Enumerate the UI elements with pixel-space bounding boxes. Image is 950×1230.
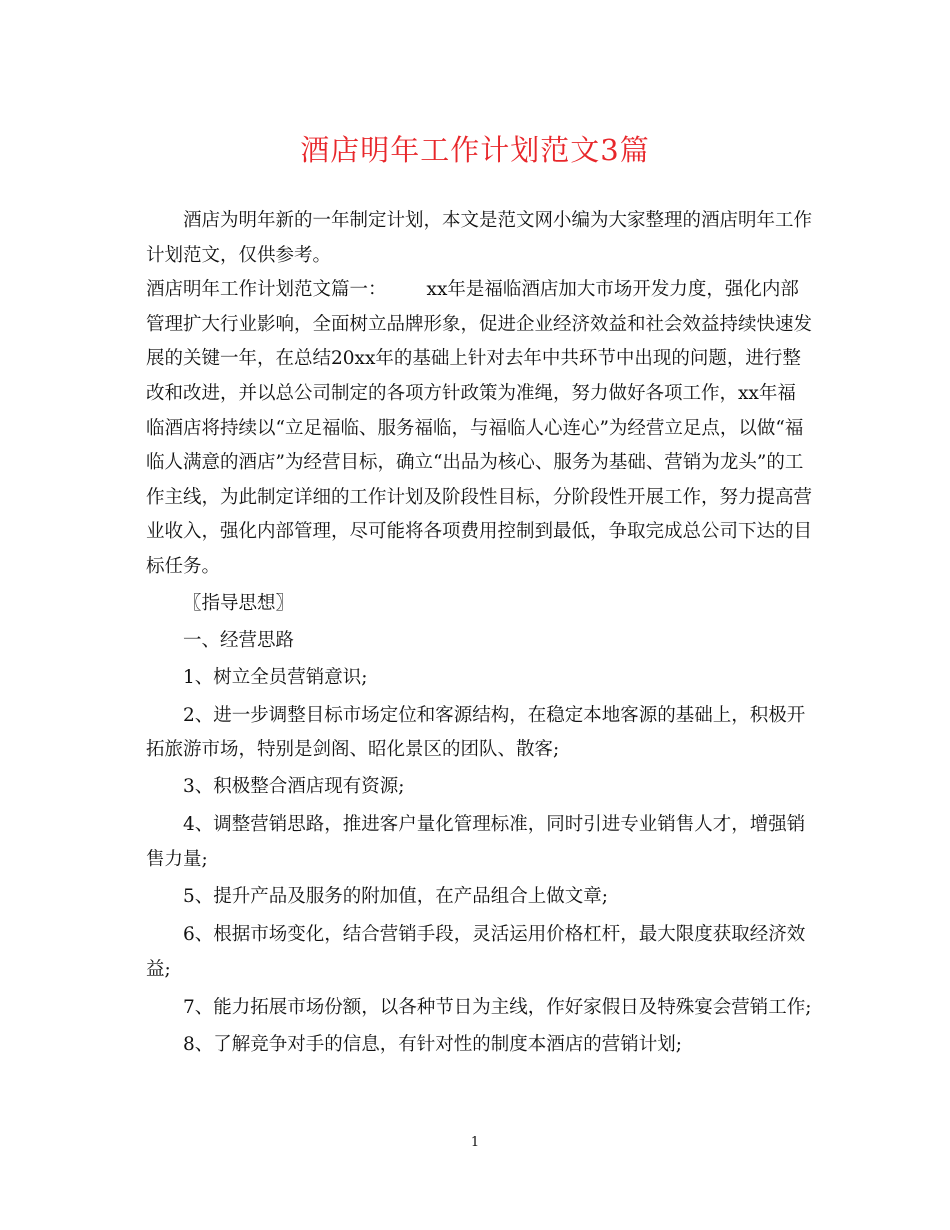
article-body: xx年是福临酒店加大市场开发力度，强化内部管理扩大行业影响，全面树立品牌形象，促进企业经济效益和社会效益持续快速发展的关键一年，在总结20xx年的基础上针对去年中共环节中出现的问题，进行整改和改进，并以总公司制定的各项方针政策为准绳，努力做好各项工作，xx年福临酒店将持续以“立足福临、服务福临，与福临人心连心”为经营立足点，以做“福临人满意的酒店”为经营目标，确立“出品为核心、服务为基础、营销为龙头”的工作主线，为此制定详细的工作计划及阶段性目标，分阶段性开展工作，努力提高营业收入，强化内部管理，尽可能将各项费用控制到最低，争取完成总公司下达的目标任务。: [146, 279, 813, 577]
list-item: 5、提升产品及服务的附加值，在产品组合上做文章;: [183, 886, 609, 908]
page-number: 1: [470, 1135, 480, 1150]
list-item: 3、积极整合酒店现有资源;: [183, 776, 405, 798]
subheading: 一、经营思路: [183, 629, 295, 651]
document-body: [146, 204, 812, 1062]
list-item: 1、树立全员营销意识;: [183, 666, 368, 688]
article-paragraph: [146, 273, 812, 584]
list-item: 2、进一步调整目标市场定位和客源结构，在稳定本地客源的基础上，积极开拓旅游市场，特别是剑阁、昭化景区的团队、散客;: [146, 704, 806, 761]
list-item: 7、能力拓展市场份额，以各种节日为主线，作好家假日及特殊宴会营销工作;: [183, 996, 812, 1018]
list-item: 6、根据市场变化，结合营销手段，灵活运用价格杠杆，最大限度获取经济效益;: [146, 924, 806, 980]
document-title: 酒店明年工作计划范文3篇: [300, 133, 650, 167]
intro-paragraph: 酒店为明年新的一年制定计划，本文是范文网小编为大家整理的酒店明年工作计划范文，仅供参考。: [146, 210, 813, 266]
article-label: 酒店明年工作计划范文篇一：: [146, 279, 387, 301]
list-item: 4、调整营销思路，推进客户量化管理标准，同时引进专业销售人才，增强销售力量;: [146, 814, 806, 871]
list-item: 8、了解竞争对手的信息，有针对性的制度本酒店的营销计划;: [183, 1033, 683, 1055]
section-heading: 〖指导思想〗: [183, 592, 295, 614]
